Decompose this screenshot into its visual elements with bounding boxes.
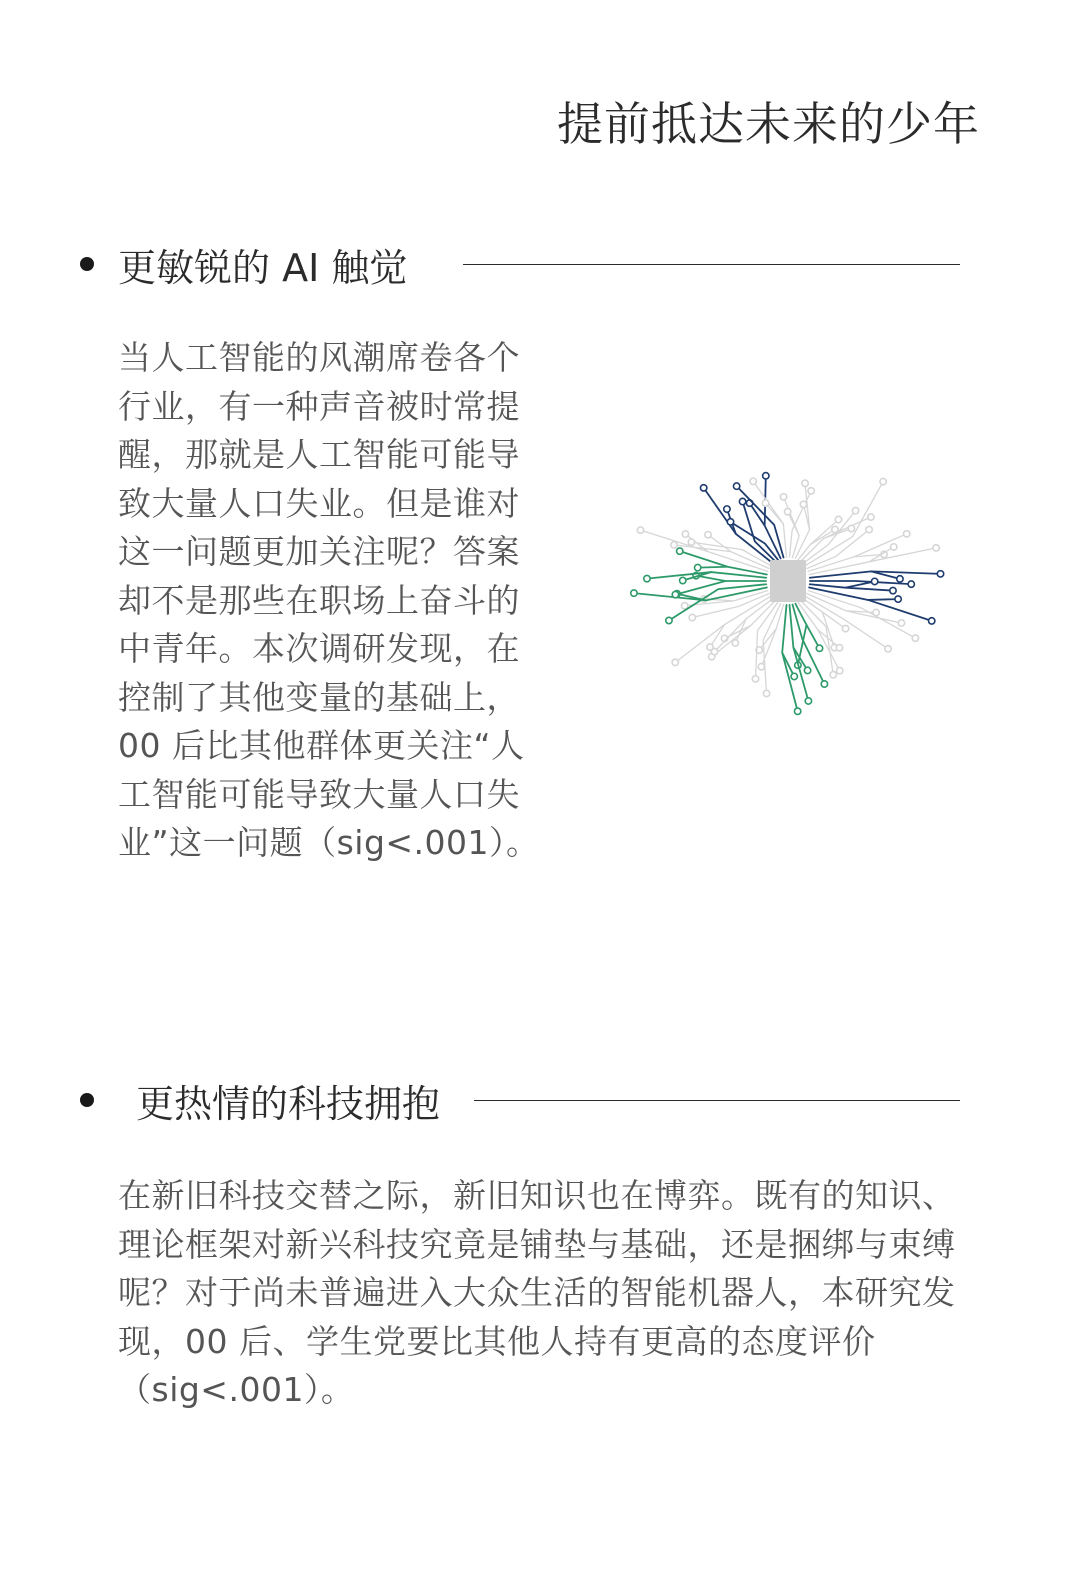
circuit-node — [677, 548, 683, 554]
circuit-node — [724, 506, 730, 512]
circuit-node — [898, 620, 904, 626]
circuit-trace — [805, 596, 888, 649]
section-header-tech-embrace — [80, 1070, 960, 1130]
circuit-node — [866, 526, 872, 532]
circuit-node — [763, 690, 769, 696]
circuit-node — [868, 514, 874, 520]
circuit-trace — [846, 581, 875, 587]
circuit-node — [937, 571, 943, 577]
circuit-trace — [810, 529, 835, 544]
circuit-node — [637, 527, 643, 533]
chip-icon — [770, 560, 806, 602]
circuit-node — [908, 581, 914, 587]
circuit-node — [763, 473, 769, 479]
circuit-node — [700, 485, 706, 491]
circuit-node — [784, 508, 790, 514]
page-title: 提前抵达未来的少年 — [557, 97, 980, 151]
circuit-node — [848, 525, 854, 531]
circuit-node — [904, 531, 910, 537]
section-title: 更敏锐的 AI 触觉 — [118, 245, 408, 290]
circuit-node — [852, 507, 858, 513]
circuit-node — [871, 578, 877, 584]
circuit-node — [816, 645, 822, 651]
circuit-node — [672, 591, 678, 597]
circuit-node — [897, 576, 903, 582]
circuit-node — [885, 646, 891, 652]
circuit-trace — [763, 604, 780, 694]
circuit-trace — [696, 576, 725, 581]
circuit-node — [733, 483, 739, 489]
circuit-node — [805, 698, 811, 704]
circuit-trace — [680, 551, 767, 574]
divider-line — [463, 264, 960, 265]
circuit-node — [835, 516, 841, 522]
circuit-node — [842, 625, 848, 631]
circuit-node — [705, 532, 711, 538]
circuit-node — [689, 614, 695, 620]
circuit-trace — [807, 530, 869, 569]
circuit-node — [672, 659, 678, 665]
circuit-node — [808, 488, 814, 494]
circuit-trace — [675, 581, 766, 595]
circuit-node — [837, 667, 843, 673]
circuit-node — [912, 635, 918, 641]
circuit-trace — [868, 599, 898, 600]
section-header-ai-sense — [80, 234, 960, 294]
circuit-trace — [807, 593, 902, 623]
circuit-node — [727, 519, 733, 525]
circuit-node — [836, 645, 842, 651]
circuit-trace — [790, 605, 809, 701]
circuit-node — [682, 531, 688, 537]
bullet-icon — [80, 257, 94, 271]
circuit-node — [890, 587, 896, 593]
circuit-node — [891, 544, 897, 550]
circuit-trace — [704, 488, 773, 564]
circuit-node — [758, 663, 764, 669]
circuit-node — [739, 498, 745, 504]
circuit-node — [762, 500, 768, 506]
section-body-ai-sense: 当人工智能的风潮席卷各个行业，有一种声音被时常提醒，那就是人工智能可能导致大量人口失业。但是谁对这一问题更加关注呢？答案却不是那些在职场上奋斗的中青年。本次调研发现，在控制了其他变量的基础上，00 后比其他群体更关注“人工智能可能导致大量人口失业”这一问题（sig<.001）。 — [118, 338, 540, 862]
section-title: 更热情的科技拥抱 — [136, 1081, 441, 1126]
circuit-node — [880, 478, 886, 484]
circuit-node — [895, 596, 901, 602]
circuit-node — [830, 672, 836, 678]
circuit-node — [644, 575, 650, 581]
circuit-node — [680, 577, 686, 583]
circuit-trace — [698, 567, 728, 568]
section-body-tech-embrace: 在新旧科技交替之际，新旧知识也在博弈。既有的知识、理论框架对新兴科技究竟是铺垫与基础，还是捆绑与束缚呢？对于尚未普遍进入大众生活的智能机器人，本研究发现，00 后、学生党要比其他人持有更高的态度评价（sig<.001）。 — [118, 1176, 956, 1409]
circuit-node — [681, 603, 687, 609]
circuit-node — [750, 478, 756, 484]
circuit-node — [780, 494, 786, 500]
circuit-node — [928, 618, 934, 624]
circuit-node — [802, 480, 808, 486]
circuit-node — [794, 708, 800, 714]
circuit-node — [631, 590, 637, 596]
circuit-node — [666, 617, 672, 623]
circuit-node — [873, 609, 879, 615]
circuit-node — [933, 545, 939, 551]
circuit-node — [671, 542, 677, 548]
circuit-node — [752, 676, 758, 682]
circuit-node — [694, 564, 700, 570]
circuit-brain-icon — [620, 462, 960, 762]
circuit-node — [707, 644, 713, 650]
circuit-node — [732, 640, 738, 646]
circuit-trace — [641, 530, 768, 571]
divider-line — [474, 1100, 960, 1101]
circuit-node — [821, 681, 827, 687]
circuit-trace — [766, 503, 784, 524]
circuit-node — [800, 501, 806, 507]
circuit-node — [791, 673, 797, 679]
bullet-icon — [80, 1093, 94, 1107]
circuit-node — [688, 539, 694, 545]
circuit-node — [804, 667, 810, 673]
